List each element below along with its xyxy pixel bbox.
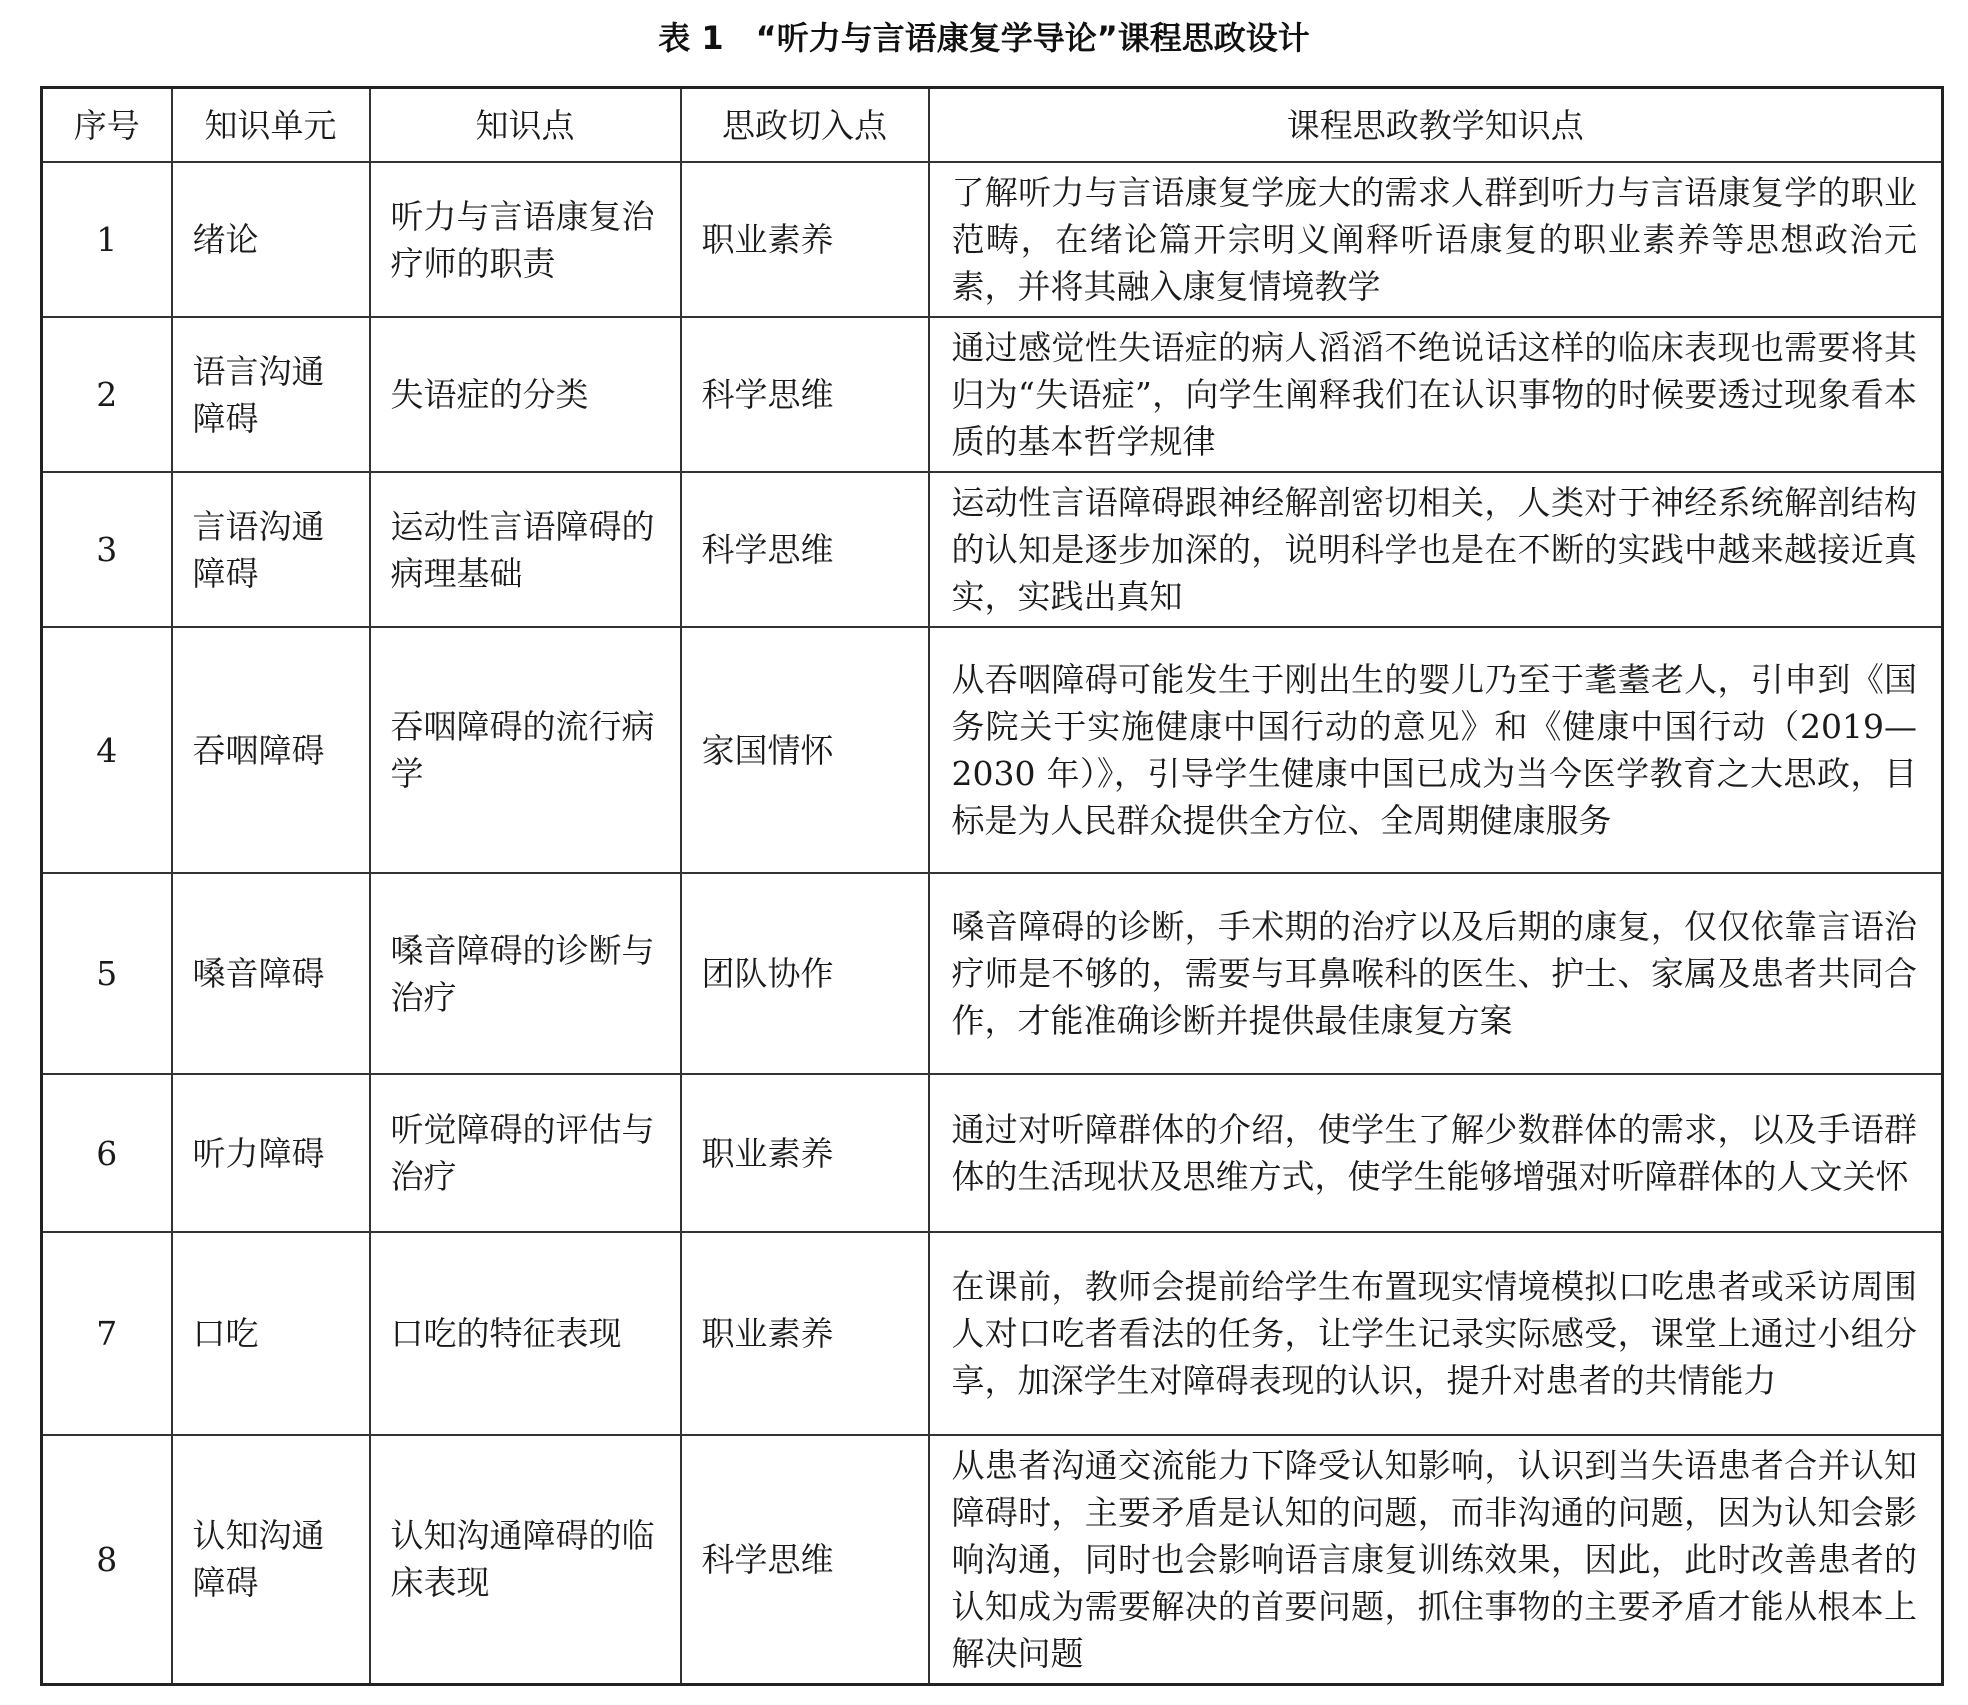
row-entry: 团队协作 (681, 873, 929, 1074)
row-unit: 绪论 (172, 162, 370, 317)
row-number: 3 (42, 472, 172, 627)
row-unit: 口吃 (172, 1232, 370, 1435)
row-desc: 了解听力与言语康复学庞大的需求人群到听力与言语康复学的职业范畴，在绪论篇开宗明义阐释听语康复的职业素养等思想政治元素，并将其融入康复情境教学 (929, 162, 1943, 317)
table-header-row (42, 88, 1943, 163)
table-row (42, 627, 1943, 873)
row-number: 1 (42, 162, 172, 317)
row-desc: 通过感觉性失语症的病人滔滔不绝说话这样的临床表现也需要将其归为“失语症”，向学生阐释我们在认识事物的时候要透过现象看本质的基本哲学规律 (929, 317, 1943, 472)
table-row (42, 162, 1943, 317)
row-entry: 职业素养 (681, 1232, 929, 1435)
row-point: 口吃的特征表现 (370, 1232, 681, 1435)
header-entry: 思政切入点 (681, 88, 929, 163)
row-desc: 在课前，教师会提前给学生布置现实情境模拟口吃患者或采访周围人对口吃者看法的任务，让学生记录实际感受，课堂上通过小组分享，加深学生对障碍表现的认识，提升对患者的共情能力 (929, 1232, 1943, 1435)
row-number: 6 (42, 1074, 172, 1232)
row-point: 嗓音障碍的诊断与治疗 (370, 873, 681, 1074)
row-unit: 认知沟通障碍 (172, 1435, 370, 1684)
row-point: 吞咽障碍的流行病学 (370, 627, 681, 873)
row-number: 5 (42, 873, 172, 1074)
row-desc: 从吞咽障碍可能发生于刚出生的婴儿乃至于耄耋老人，引申到《国务院关于实施健康中国行动的意见》和《健康中国行动（2019—2030 年）》，引导学生健康中国已成为当今医学教育之大思政，目标是为人民群众提供全方位、全周期健康服务 (929, 627, 1943, 873)
row-unit: 听力障碍 (172, 1074, 370, 1232)
row-unit: 言语沟通障碍 (172, 472, 370, 627)
row-point: 认知沟通障碍的临床表现 (370, 1435, 681, 1684)
table-row (42, 873, 1943, 1074)
row-entry: 职业素养 (681, 1074, 929, 1232)
row-entry: 科学思维 (681, 317, 929, 472)
row-number: 2 (42, 317, 172, 472)
table-row (42, 1435, 1943, 1684)
row-point: 失语症的分类 (370, 317, 681, 472)
header-point: 知识点 (370, 88, 681, 163)
row-entry: 职业素养 (681, 162, 929, 317)
row-unit: 嗓音障碍 (172, 873, 370, 1074)
row-point: 听力与言语康复治疗师的职责 (370, 162, 681, 317)
row-number: 4 (42, 627, 172, 873)
row-entry: 家国情怀 (681, 627, 929, 873)
header-unit: 知识单元 (172, 88, 370, 163)
row-desc: 嗓音障碍的诊断，手术期的治疗以及后期的康复，仅仅依靠言语治疗师是不够的，需要与耳鼻喉科的医生、护士、家属及患者共同合作，才能准确诊断并提供最佳康复方案 (929, 873, 1943, 1074)
course-design-table (40, 86, 1944, 1686)
header-no: 序号 (42, 88, 172, 163)
row-desc: 通过对听障群体的介绍，使学生了解少数群体的需求，以及手语群体的生活现状及思维方式，使学生能够增强对听障群体的人文关怀 (929, 1074, 1943, 1232)
table-row (42, 317, 1943, 472)
row-entry: 科学思维 (681, 1435, 929, 1684)
row-entry: 科学思维 (681, 472, 929, 627)
header-desc: 课程思政教学知识点 (929, 88, 1943, 163)
row-point: 听觉障碍的评估与治疗 (370, 1074, 681, 1232)
table-row (42, 1232, 1943, 1435)
table-row (42, 472, 1943, 627)
row-number: 7 (42, 1232, 172, 1435)
row-unit: 吞咽障碍 (172, 627, 370, 873)
row-number: 8 (42, 1435, 172, 1684)
row-desc: 运动性言语障碍跟神经解剖密切相关，人类对于神经系统解剖结构的认知是逐步加深的，说明科学也是在不断的实践中越来越接近真实，实践出真知 (929, 472, 1943, 627)
table-row (42, 1074, 1943, 1232)
row-point: 运动性言语障碍的病理基础 (370, 472, 681, 627)
row-unit: 语言沟通障碍 (172, 317, 370, 472)
table-caption: 表 1 “听力与言语康复学导论”课程思政设计 (658, 19, 1310, 57)
row-desc: 从患者沟通交流能力下降受认知影响，认识到当失语患者合并认知障碍时，主要矛盾是认知的问题，而非沟通的问题，因为认知会影响沟通，同时也会影响语言康复训练效果，因此，此时改善患者的认知成为需要解决的首要问题，抓住事物的主要矛盾才能从根本上解决问题 (929, 1435, 1943, 1684)
